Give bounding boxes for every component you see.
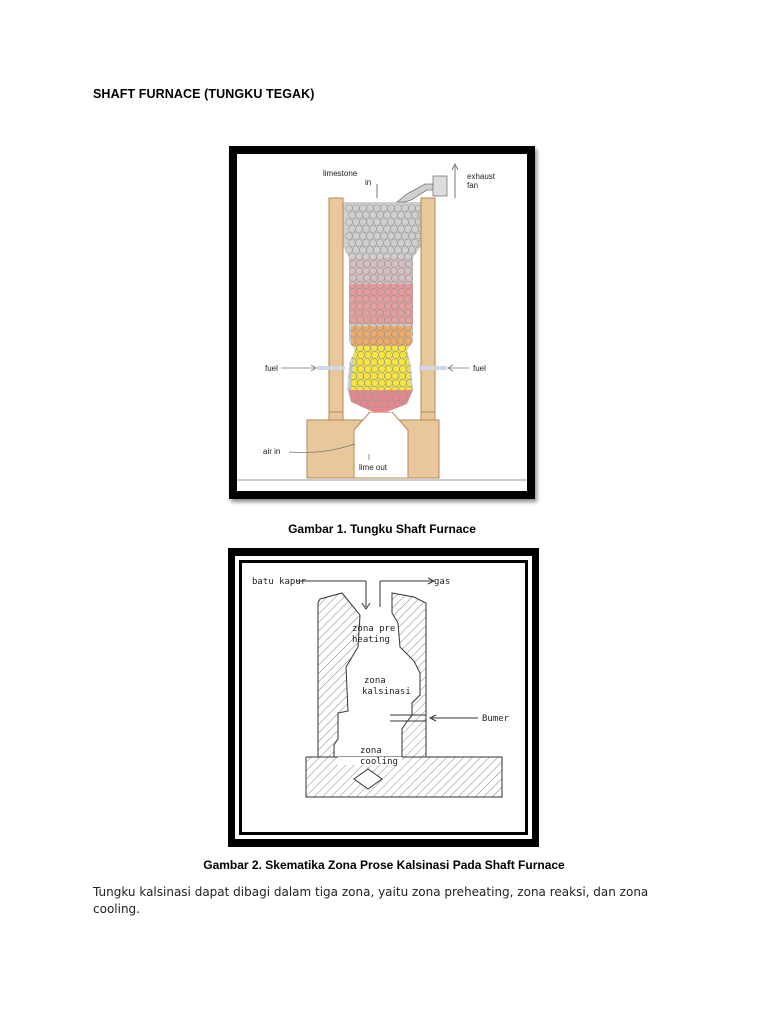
label-fuel-right: fuel [473, 364, 486, 373]
label-zona-cooling-1: zona [360, 746, 382, 756]
shaft-furnace-illustration [237, 154, 527, 491]
label-kalsinasi: kalsinasi [362, 687, 411, 697]
label-heating: heating [352, 635, 390, 645]
figure-1-caption-text: Gambar 1. Tungku Shaft Furnace [288, 522, 476, 536]
label-cooling: cooling [360, 757, 398, 767]
label-air-in: air in [263, 447, 281, 456]
label-burner: Bumer [482, 714, 510, 724]
label-zona-pre: zona pre [352, 624, 396, 634]
label-limestone: limestone [323, 169, 358, 178]
figure-1-shaft-furnace [229, 146, 535, 499]
calcining-zone [351, 346, 411, 390]
label-gas: gas [434, 577, 451, 587]
label-in: in [365, 178, 372, 187]
figure-2-zone-schematic [228, 548, 539, 847]
left-wall [318, 593, 360, 757]
page-heading: SHAFT FURNACE (TUNGKU TEGAK) [93, 87, 315, 101]
figure-1-caption [0, 522, 768, 536]
label-fan: fan [467, 181, 479, 190]
label-lime-out: lime out [359, 463, 388, 472]
label-fuel-left: fuel [265, 364, 278, 373]
figure-2-caption [0, 858, 768, 872]
label-batu-kapur: batu kapur [252, 577, 307, 587]
label-zona-kalsinasi-1: zona [364, 676, 386, 686]
figure-2-caption-text: Gambar 2. Skematika Zona Prose Kalsinasi Pada Shaft Furnace [203, 858, 565, 872]
body-paragraph: Tungku kalsinasi dapat dibagi dalam tiga zona, yaitu zona preheating, zona reaksi, dan zona cooling. [93, 885, 649, 916]
zone-schematic-drawing [242, 563, 525, 832]
right-wall [392, 593, 426, 757]
base-block [306, 757, 502, 797]
label-exhaust: exhaust [467, 172, 496, 181]
